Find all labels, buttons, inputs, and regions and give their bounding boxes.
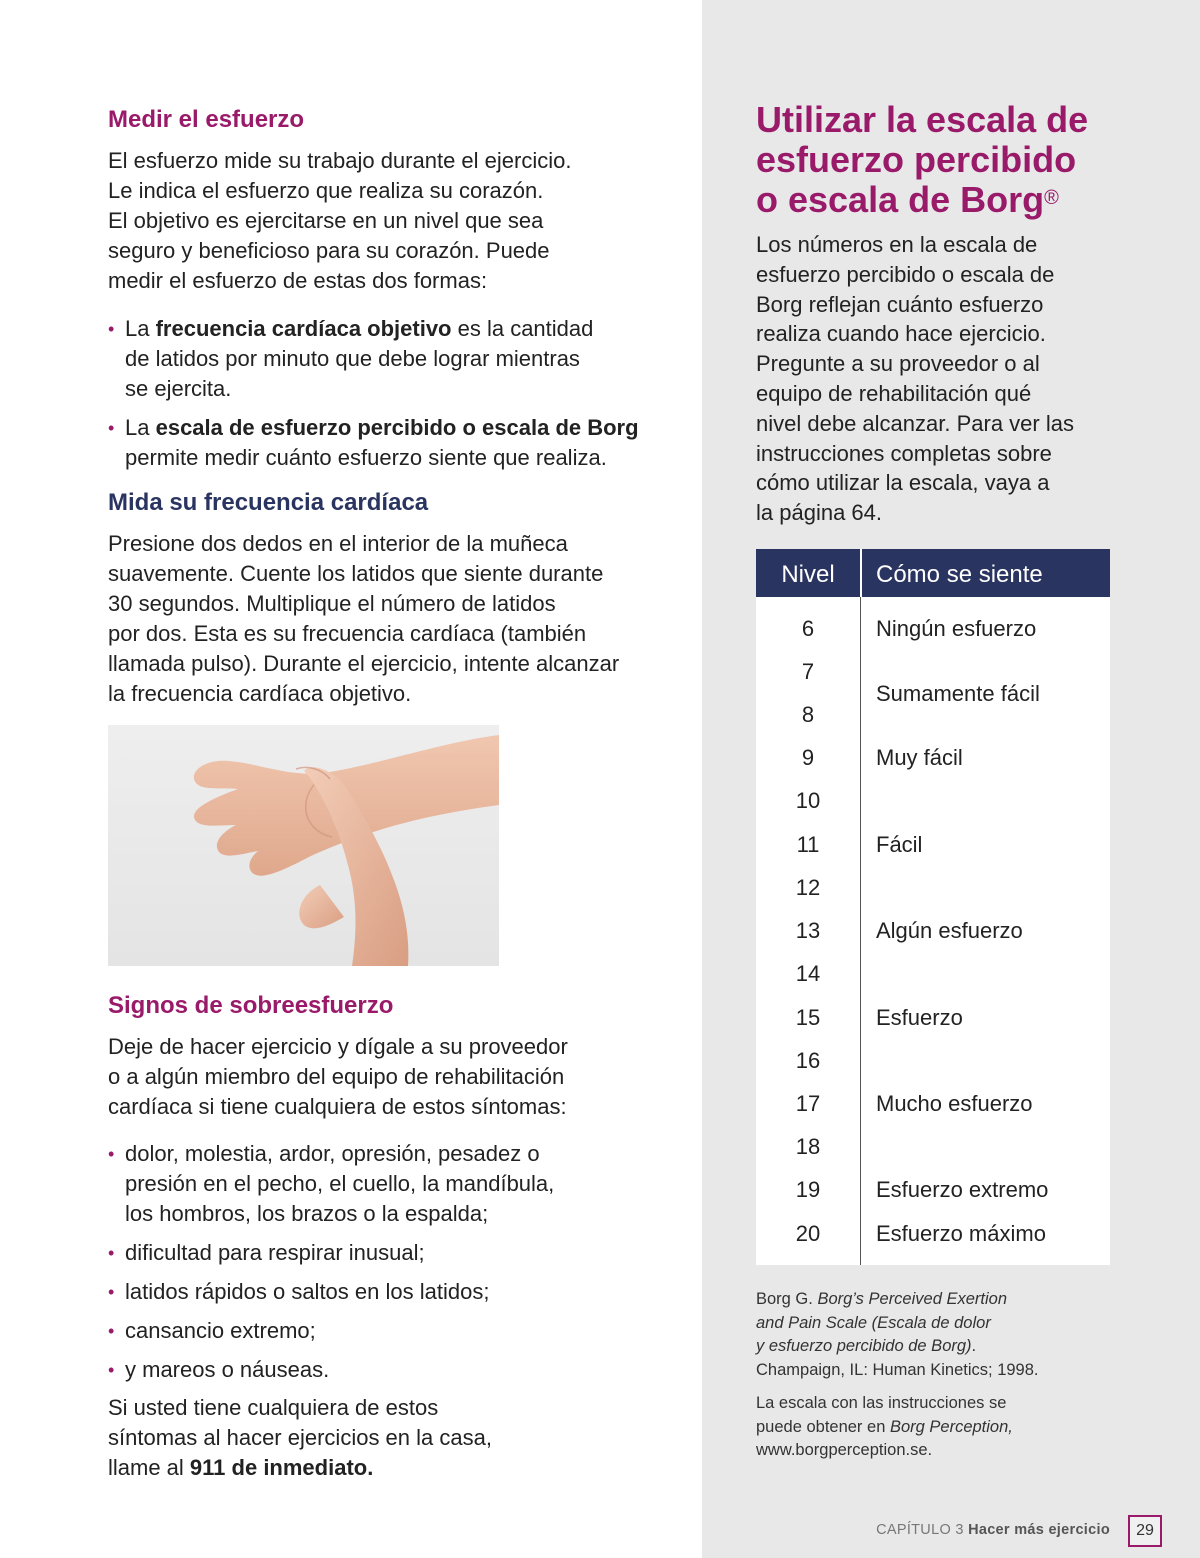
mida-line: la frecuencia cardíaca objetivo. xyxy=(108,681,412,706)
title-line: esfuerzo percibido xyxy=(756,139,1077,180)
chapter-number: CAPÍTULO 3 xyxy=(876,1522,964,1538)
chapter-title: Hacer más ejercicio xyxy=(968,1522,1110,1538)
heading-medir-esfuerzo: Medir el esfuerzo xyxy=(108,106,305,133)
citation-title: and Pain Scale (Escala de dolor xyxy=(756,1313,991,1332)
signos-intro xyxy=(108,1032,668,1122)
signos-intro-line: Deje de hacer ejercicio y dígale a su proveedor xyxy=(108,1034,568,1059)
citation-title: Borg’s Perceived Exertion xyxy=(817,1290,1007,1308)
level-number: 12 xyxy=(795,875,821,900)
bullet-text: es la cantidad xyxy=(451,316,594,341)
bullet-text: permite medir cuánto esfuerzo siente que realiza. xyxy=(125,445,607,470)
symptom-text: los hombros, los brazos o la espalda; xyxy=(125,1201,489,1226)
citation-title: y esfuerzo percibido de Borg) xyxy=(756,1337,972,1355)
citation-author: Borg G. xyxy=(756,1290,818,1308)
symptom-item: • latidos rápidos o saltos en los latidos; xyxy=(108,1277,668,1307)
borg-citation xyxy=(756,1288,1086,1382)
bullet-text: de latidos por minuto que debe lograr mientras xyxy=(125,346,580,371)
symptoms-list xyxy=(108,1139,668,1385)
mida-line: 30 segundos. Multiplique el número de latidos xyxy=(108,591,556,616)
symptom-item: • dificultad para respirar inusual; xyxy=(108,1238,668,1268)
para-line: Pregunte a su proveedor o al xyxy=(756,351,1040,377)
bullet-text: se ejercita. xyxy=(125,376,232,401)
medir-intro-line: seguro y beneficioso para su corazón. Puede xyxy=(108,238,550,263)
label-facil: Fácil xyxy=(876,832,923,857)
medir-intro-line: El esfuerzo mide su trabajo durante el ejercicio. xyxy=(108,148,572,173)
borg-scale-title xyxy=(756,100,1156,220)
source-line: La escala con las instrucciones se xyxy=(756,1394,1007,1412)
signos-intro-line: o a algún miembro del equipo de rehabilitación xyxy=(108,1064,565,1089)
level-number: 8 xyxy=(801,702,815,727)
level-number: 16 xyxy=(795,1048,821,1073)
header-nivel: Nivel xyxy=(781,561,835,588)
symptom-text: dolor, molestia, ardor, opresión, pesadez o xyxy=(125,1141,540,1166)
medir-intro-line: medir el esfuerzo de estas dos formas: xyxy=(108,268,488,293)
footer-chapter xyxy=(820,1522,1110,1538)
level-number: 17 xyxy=(795,1091,821,1116)
label-muy-facil: Muy fácil xyxy=(876,745,963,770)
level-number: 13 xyxy=(795,918,821,943)
bullet-text: La xyxy=(125,316,156,341)
citation-dot: . xyxy=(971,1337,977,1355)
mida-line: suavemente. Cuente los latidos que siente durante xyxy=(108,561,604,586)
source-line: puede obtener en xyxy=(756,1417,890,1436)
mida-line: por dos. Esta es su frecuencia cardíaca (también xyxy=(108,621,587,646)
para-line: Los números en la escala de xyxy=(756,232,1038,257)
wrist-pulse-photo xyxy=(108,725,499,966)
closing-emphasis: 911 de inmediato. xyxy=(189,1455,374,1480)
column-divider xyxy=(860,597,861,1265)
bullet-text: La xyxy=(125,415,156,440)
closing-line: Si usted tiene cualquiera de estos xyxy=(108,1395,439,1420)
para-line: la página 64. xyxy=(756,500,882,526)
heading-mida-frecuencia: Mida su frecuencia cardíaca xyxy=(108,489,429,516)
symptom-item xyxy=(108,1139,668,1229)
level-number: 9 xyxy=(801,745,815,770)
header-como-se-siente: Cómo se siente xyxy=(876,561,1043,588)
level-number: 11 xyxy=(796,832,820,857)
symptom-item: • cansancio extremo; xyxy=(108,1316,668,1346)
source-name: Borg Perception, xyxy=(889,1417,1013,1436)
medir-intro-line: El objetivo es ejercitarse en un nivel que sea xyxy=(108,208,544,233)
title-line: o escala de Borg xyxy=(756,179,1045,220)
level-number: 10 xyxy=(795,788,821,813)
label-algun-esfuerzo: Algún esfuerzo xyxy=(876,918,1023,943)
label-sumamente-facil: Sumamente fácil xyxy=(876,681,1040,706)
level-number: 14 xyxy=(795,961,821,986)
label-esfuerzo-extremo: Esfuerzo extremo xyxy=(876,1177,1049,1202)
symptom-text: presión en el pecho, el cuello, la mandíbula, xyxy=(125,1171,555,1196)
table-header xyxy=(756,549,1110,597)
para-line: cómo utilizar la escala, vaya a xyxy=(756,470,1050,496)
para-line: Borg reflejan cuánto esfuerzo xyxy=(756,291,1044,317)
level-number: 20 xyxy=(795,1221,821,1246)
page-number-box xyxy=(1128,1515,1162,1547)
label-ningun-esfuerzo: Ningún esfuerzo xyxy=(876,616,1037,641)
title-line: Utilizar la escala de xyxy=(756,99,1089,140)
borg-source-note xyxy=(756,1392,1086,1463)
mida-paragraph xyxy=(108,529,688,709)
medir-intro-line: Le indica el esfuerzo que realiza su corazón. xyxy=(108,178,544,203)
header-divider xyxy=(860,549,862,597)
para-line: equipo de rehabilitación qué xyxy=(756,380,1032,406)
level-number: 7 xyxy=(801,659,815,684)
source-url: www.borgperception.se. xyxy=(756,1441,933,1459)
bullet-bold: escala de esfuerzo percibido o escala de Borg xyxy=(155,415,639,440)
signos-closing xyxy=(108,1393,668,1483)
level-number: 6 xyxy=(801,616,815,641)
mida-line: llamada pulso). Durante el ejercicio, intente alcanzar xyxy=(108,651,620,676)
closing-line: síntomas al hacer ejercicios en la casa, xyxy=(108,1425,492,1450)
para-line: esfuerzo percibido o escala de xyxy=(756,261,1055,287)
borg-scale-table xyxy=(756,549,1110,1265)
hands-illustration xyxy=(108,725,499,966)
bullet-frecuencia-objetivo xyxy=(108,314,668,404)
heading-signos-sobreesfuerzo: Signos de sobreesfuerzo xyxy=(108,992,394,1019)
citation-publisher: Champaign, IL: Human Kinetics; 1998. xyxy=(756,1360,1039,1379)
signos-intro-line: cardíaca si tiene cualquiera de estos síntomas: xyxy=(108,1094,567,1119)
mida-line: Presione dos dedos en el interior de la muñeca xyxy=(108,531,568,556)
level-number: 18 xyxy=(795,1134,821,1159)
borg-intro-paragraph xyxy=(756,230,1116,528)
level-number: 15 xyxy=(795,1005,821,1030)
bullet-bold: frecuencia cardíaca objetivo xyxy=(155,316,452,341)
medir-intro xyxy=(108,146,668,296)
medir-bullet-list xyxy=(108,314,668,473)
page-number: 29 xyxy=(1136,1522,1154,1539)
label-esfuerzo-maximo: Esfuerzo máximo xyxy=(876,1221,1046,1246)
label-mucho-esfuerzo: Mucho esfuerzo xyxy=(876,1091,1033,1116)
level-number: 19 xyxy=(795,1177,821,1202)
para-line: instrucciones completas sobre xyxy=(756,440,1052,466)
bullet-escala-borg xyxy=(108,413,668,473)
closing-line: llame al xyxy=(108,1455,190,1480)
symptom-item: • y mareos o náuseas. xyxy=(108,1355,668,1385)
para-line: realiza cuando hace ejercicio. xyxy=(756,321,1046,347)
registered-mark: ® xyxy=(1044,187,1059,209)
label-esfuerzo: Esfuerzo xyxy=(876,1005,963,1030)
para-line: nivel debe alcanzar. Para ver las xyxy=(756,410,1074,436)
